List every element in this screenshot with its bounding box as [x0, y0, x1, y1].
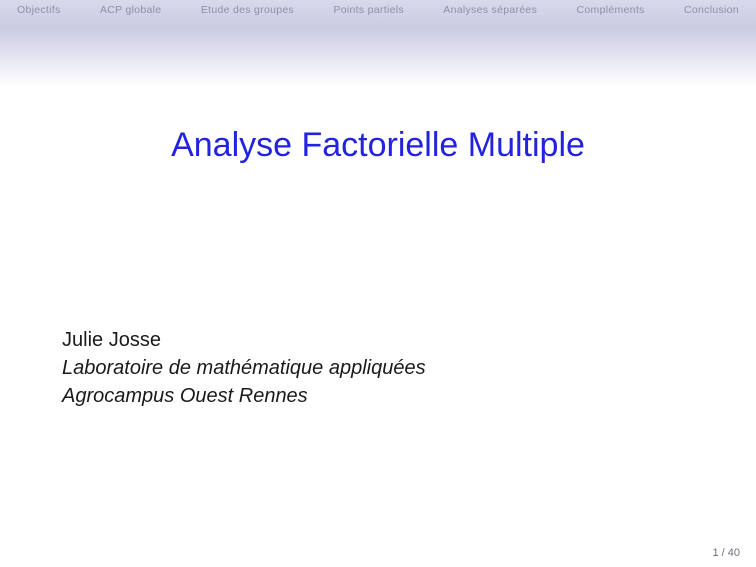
- author-name: Julie Josse: [62, 329, 161, 351]
- author-affiliation-line-2: Agrocampus Ouest Rennes: [62, 385, 308, 407]
- nav-item-complements[interactable]: Compléments: [576, 4, 645, 16]
- nav-item-etude-des-groupes[interactable]: Etude des groupes: [200, 4, 295, 16]
- author-affiliation-line-1: Laboratoire de mathématique appliquées: [62, 357, 426, 379]
- section-nav: [0, 0, 756, 16]
- nav-item-objectifs[interactable]: Objectifs: [17, 4, 61, 16]
- nav-item-conclusion[interactable]: Conclusion: [683, 4, 739, 16]
- nav-item-acp-globale[interactable]: ACP globale: [99, 4, 162, 16]
- nav-item-analyses-separees[interactable]: Analyses séparées: [443, 4, 538, 16]
- author-block: [62, 326, 426, 410]
- nav-item-points-partiels[interactable]: Points partiels: [333, 4, 404, 16]
- page-indicator: 1 / 40: [712, 547, 740, 559]
- slide-title: Analyse Factorielle Multiple: [171, 126, 585, 164]
